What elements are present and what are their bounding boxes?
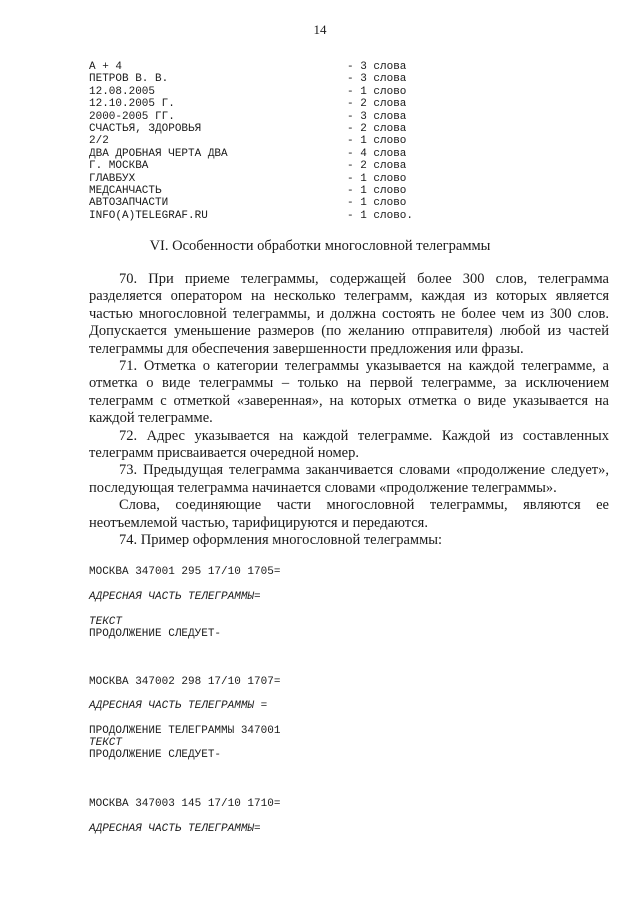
- paragraph-71: 71. Отметка о категории телеграммы указывается на каждой телеграмме, а отметка о виде телеграммы – только на первой телеграмме, за исключением телеграмм с отметкой «заверенная», на которых отметка о виде указывается на каждой телеграмме.: [89, 358, 609, 427]
- word-count: - 1 слово.: [347, 209, 414, 222]
- tg1-continuation: ПРОДОЛЖЕНИЕ СЛЕДУЕТ-: [89, 628, 222, 640]
- page-number: 14: [313, 22, 327, 37]
- word-row: [89, 173, 429, 185]
- paragraph-73-continuation: Слова, соединяющие части многословной телеграммы, являются ее неотъемлемой частью, тарифицируются и передаются.: [89, 497, 609, 531]
- word-count: - 3 слова: [347, 73, 407, 86]
- word-count: - 1 слово: [347, 85, 407, 98]
- tg2-address: АДРЕСНАЯ ЧАСТЬ ТЕЛЕГРАММЫ =: [89, 700, 268, 712]
- tg3-header: МОСКВА 347003 145 17/10 1710=: [89, 798, 281, 810]
- word-count: - 1 слово: [347, 172, 407, 185]
- word-row: [89, 86, 429, 98]
- word-row: [89, 185, 429, 197]
- word-term: 2000-2005 ГГ.: [89, 110, 175, 123]
- word-count: - 1 слово: [347, 197, 407, 210]
- word-row: [89, 98, 429, 110]
- word-row: [89, 148, 429, 160]
- word-count: - 2 слова: [347, 98, 407, 111]
- paragraph-70: 70. При приеме телеграммы, содержащей более 300 слов, телеграмма разделяется оператором на несколько телеграмм, каждая из которых является частью многословной телеграммы, и должна состоять не более чем из 300 слов. Допускается уменьшение размеров (по желанию отправителя) любой из частей телеграммы для обеспечения завершенности предложения или фразы.: [89, 271, 609, 357]
- word-term: АВТОЗАПЧАСТИ: [89, 197, 169, 210]
- word-term: 12.08.2005: [89, 85, 156, 98]
- paragraph-73: 73. Предыдущая телеграмма заканчивается словами «продолжение следует», последующая телеграмма начинается словами «продолжение телеграммы».: [89, 462, 609, 496]
- tg1-text: ТЕКСТ: [89, 616, 123, 628]
- word-term: ГЛАВБУХ: [89, 172, 136, 185]
- word-row: [89, 160, 429, 172]
- word-row: [89, 111, 429, 123]
- tg2-continuation: ПРОДОЛЖЕНИЕ СЛЕДУЕТ-: [89, 749, 222, 761]
- word-count: - 1 слово: [347, 135, 407, 148]
- tg2-prefix: ПРОДОЛЖЕНИЕ ТЕЛЕГРАММЫ 347001: [89, 725, 281, 737]
- word-count: - 3 слова: [347, 110, 407, 123]
- section-heading: VI. Особенности обработки многословной телеграммы: [149, 238, 491, 254]
- word-term: А + 4: [89, 61, 123, 73]
- word-count: - 2 слова: [347, 160, 407, 173]
- word-term: СЧАСТЬЯ, ЗДОРОВЬЯ: [89, 122, 202, 135]
- word-row: [89, 197, 429, 209]
- word-count-table: [89, 61, 429, 222]
- word-row: [89, 73, 429, 85]
- word-term: 12.10.2005 Г.: [89, 98, 175, 111]
- word-count: - 4 слова: [347, 147, 407, 160]
- word-row: [89, 123, 429, 135]
- word-row: [89, 210, 429, 222]
- body-text: [89, 271, 609, 550]
- tg1-address: АДРЕСНАЯ ЧАСТЬ ТЕЛЕГРАММЫ=: [89, 591, 261, 603]
- word-row: [89, 61, 429, 73]
- tg2-text: ТЕКСТ: [89, 737, 123, 749]
- word-term: 2/2: [89, 135, 109, 148]
- word-count: - 2 слова: [347, 122, 407, 135]
- paragraph-74: 74. Пример оформления многословной телеграммы:: [119, 532, 443, 549]
- paragraph-72: 72. Адрес указывается на каждой телеграмме. Каждой из составленных телеграмм присваивается очередной номер.: [89, 427, 609, 462]
- word-count: - 3 слова: [347, 61, 407, 73]
- word-term: ДВА ДРОБНАЯ ЧЕРТА ДВА: [89, 147, 228, 160]
- word-count: - 1 слово: [347, 184, 407, 197]
- word-term: МЕДСАНЧАСТЬ: [89, 184, 162, 197]
- word-term: Г. МОСКВА: [89, 160, 149, 173]
- word-term: ПЕТРОВ В. В.: [89, 73, 169, 86]
- tg2-header: МОСКВА 347002 298 17/10 1707=: [89, 676, 281, 688]
- tg1-header: МОСКВА 347001 295 17/10 1705=: [89, 566, 281, 578]
- word-term: INFO(A)TELEGRAF.RU: [89, 209, 208, 222]
- word-row: [89, 135, 429, 147]
- tg3-address: АДРЕСНАЯ ЧАСТЬ ТЕЛЕГРАММЫ=: [89, 823, 261, 835]
